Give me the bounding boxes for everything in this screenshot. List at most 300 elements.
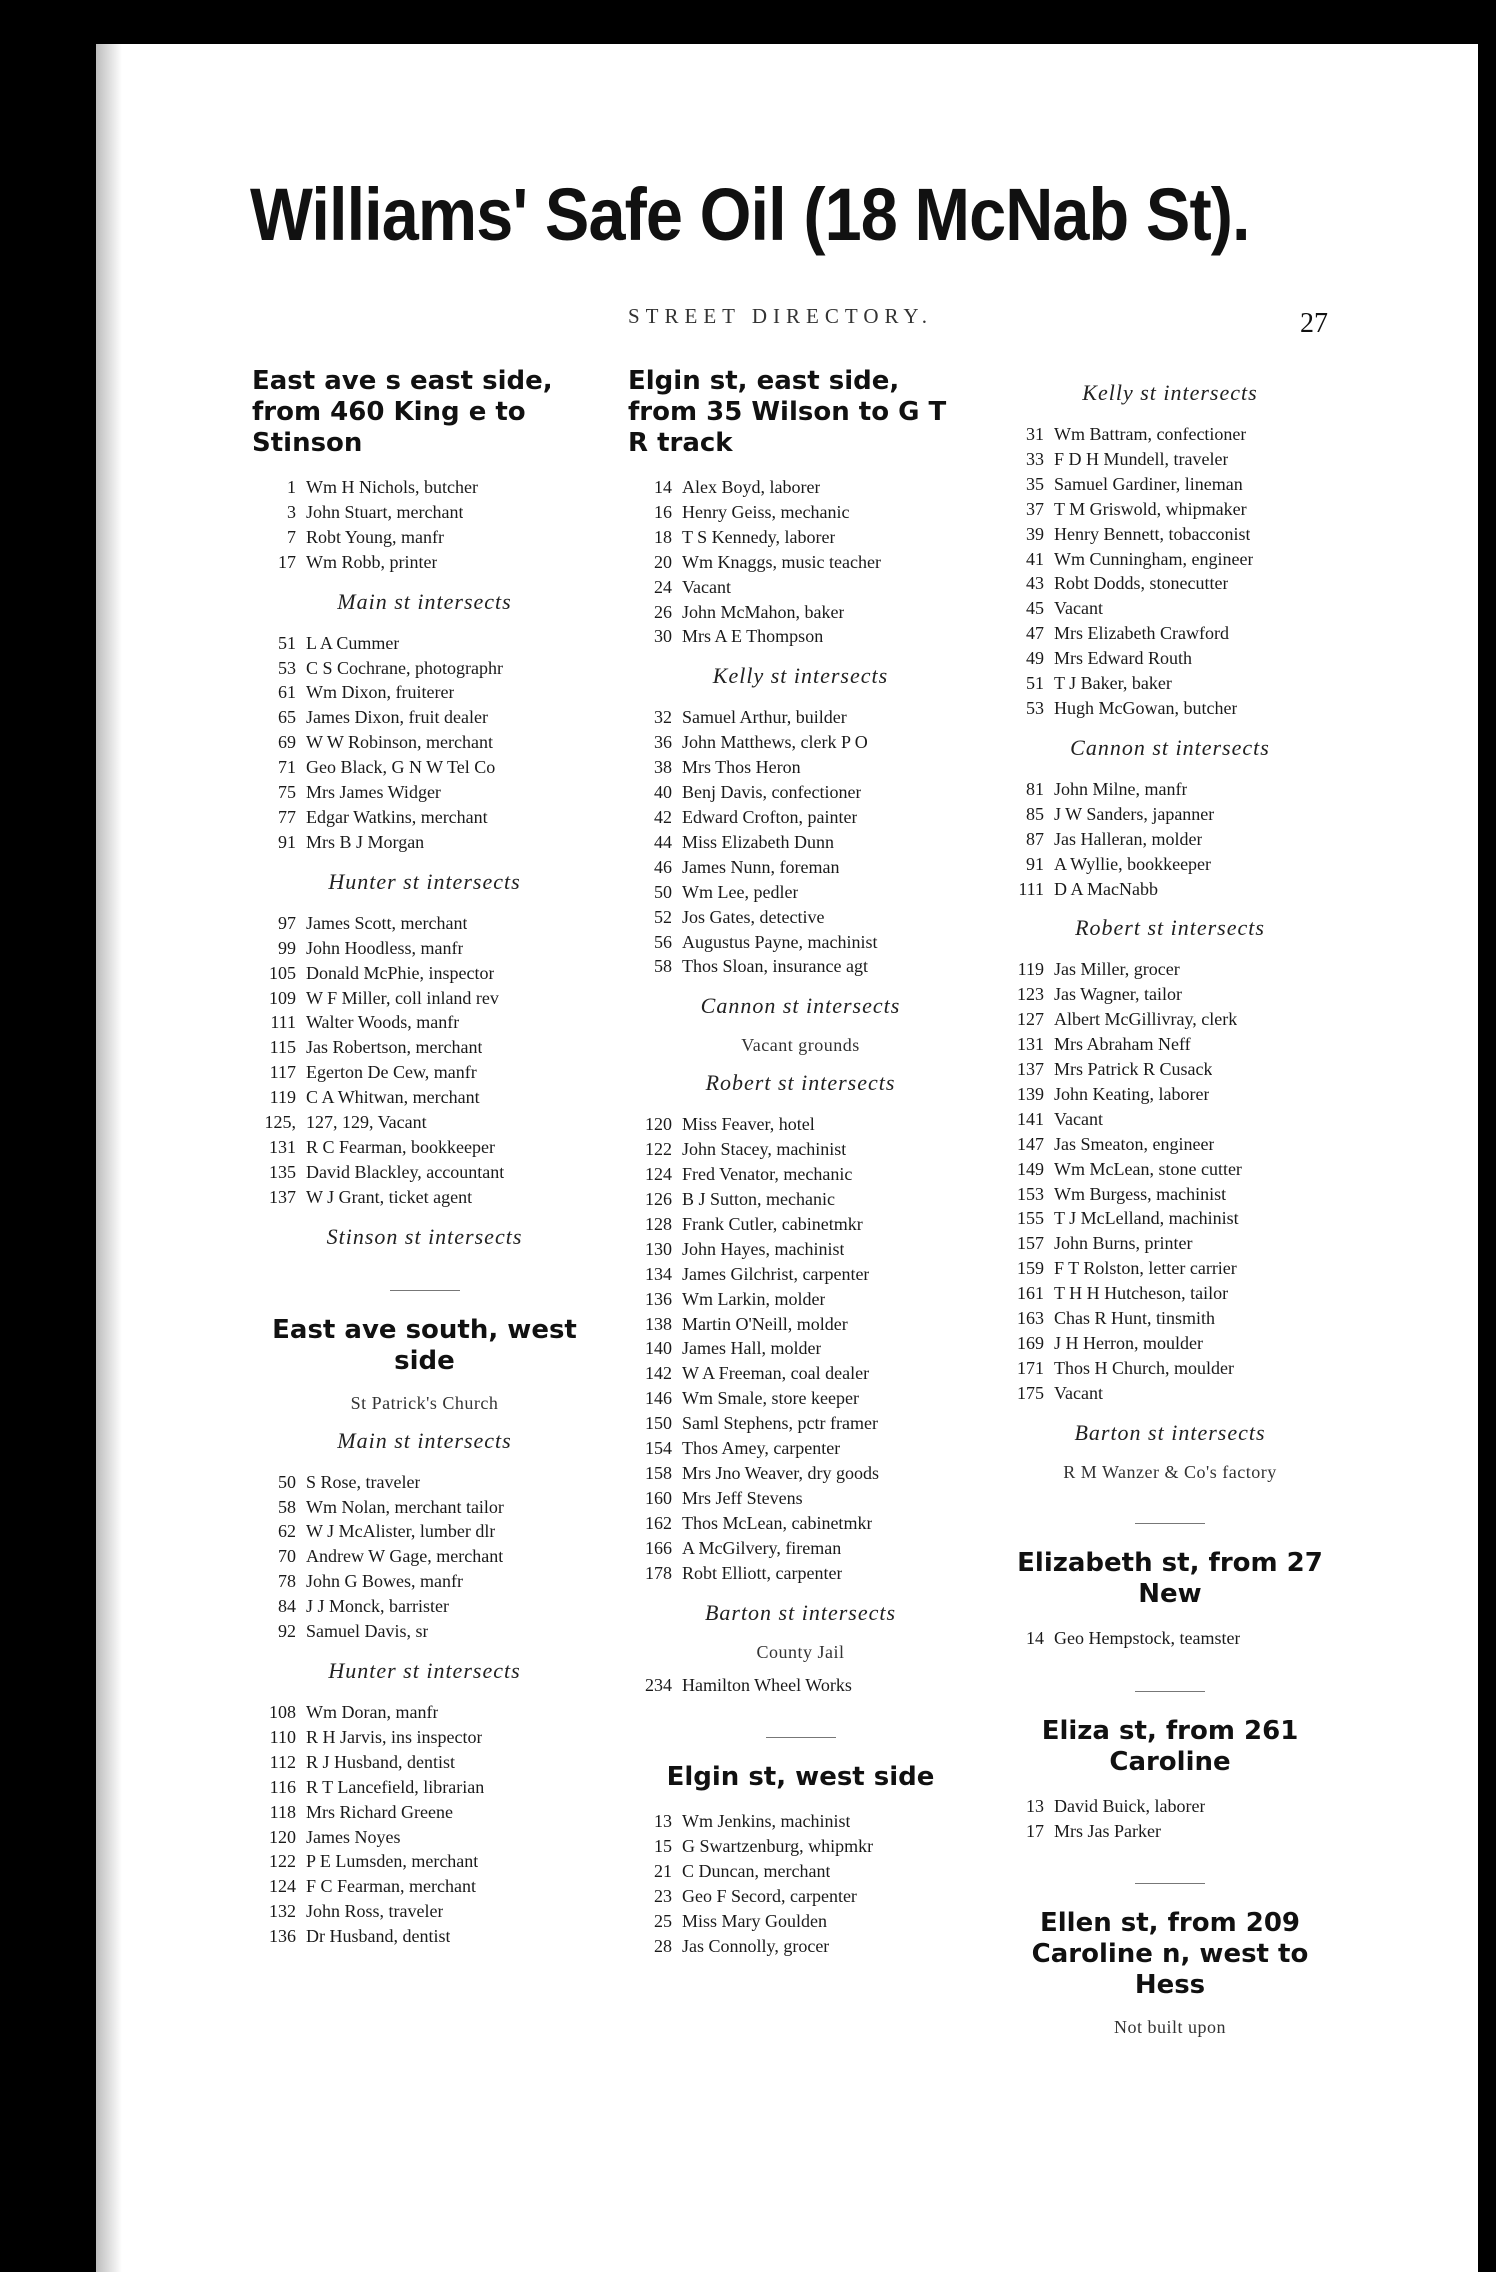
directory-entry bbox=[252, 1110, 597, 1135]
house-number: 16 bbox=[654, 501, 672, 522]
resident-name: W J McAlister, lumber dlr bbox=[306, 1521, 496, 1542]
resident-name: Robt Elliott, carpenter bbox=[682, 1562, 843, 1583]
house-number: 28 bbox=[654, 1935, 672, 1956]
directory-entry bbox=[628, 730, 973, 755]
scan-border-left bbox=[0, 0, 96, 2272]
directory-entry bbox=[252, 986, 597, 1011]
house-number: 31 bbox=[1026, 424, 1044, 444]
directory-entry bbox=[628, 1909, 973, 1934]
resident-name: C A Whitwan, merchant bbox=[306, 1087, 480, 1108]
directory-entry bbox=[1000, 571, 1340, 596]
directory-entry bbox=[252, 656, 597, 681]
house-number: 78 bbox=[278, 1571, 296, 1592]
house-number: 123 bbox=[1017, 984, 1044, 1005]
directory-entry bbox=[252, 680, 597, 705]
house-number: 41 bbox=[1026, 548, 1044, 569]
directory-entry bbox=[1000, 522, 1340, 547]
directory-entry bbox=[252, 1519, 597, 1544]
resident-name: Wm McLean, stone cutter bbox=[1054, 1158, 1242, 1179]
house-number: 51 bbox=[1026, 673, 1044, 694]
scan-border-right bbox=[1478, 0, 1496, 2272]
house-number: 17 bbox=[1026, 1820, 1044, 1841]
directory-entry bbox=[252, 730, 597, 755]
directory-entry bbox=[1000, 1794, 1340, 1819]
directory-entry bbox=[628, 624, 973, 649]
resident-name: David Blackley, accountant bbox=[306, 1161, 505, 1182]
directory-entry bbox=[628, 1536, 973, 1561]
house-number: 139 bbox=[1017, 1083, 1044, 1104]
house-number: 77 bbox=[278, 806, 296, 827]
resident-name: Mrs Jno Weaver, dry goods bbox=[682, 1463, 879, 1483]
directory-entry bbox=[628, 1336, 973, 1361]
resident-name: T H H Hutcheson, tailor bbox=[1054, 1283, 1229, 1304]
resident-name: Samuel Davis, sr bbox=[306, 1621, 429, 1642]
resident-name: Geo Hempstock, teamster bbox=[1054, 1627, 1241, 1648]
house-number: 43 bbox=[1026, 573, 1044, 594]
column-1 bbox=[252, 366, 597, 1949]
house-number: 39 bbox=[1026, 523, 1044, 544]
directory-entry bbox=[628, 1511, 973, 1536]
resident-name: Samuel Arthur, builder bbox=[682, 707, 847, 728]
resident-name: Wm Jenkins, machinist bbox=[682, 1811, 851, 1832]
house-number: 120 bbox=[269, 1826, 296, 1847]
directory-entry bbox=[628, 880, 973, 905]
house-number: 15 bbox=[654, 1836, 672, 1857]
resident-list bbox=[1000, 1626, 1340, 1651]
house-number: 40 bbox=[654, 782, 672, 803]
house-number: 33 bbox=[1026, 448, 1044, 469]
house-number: 141 bbox=[1017, 1108, 1044, 1129]
directory-entry bbox=[628, 475, 973, 500]
house-number: 149 bbox=[1017, 1158, 1044, 1179]
directory-entry bbox=[628, 1287, 973, 1312]
house-number: 111 bbox=[1018, 878, 1044, 899]
resident-name: Wm Knaggs, music teacher bbox=[682, 551, 881, 572]
directory-entry bbox=[252, 550, 597, 575]
house-number: 127 bbox=[1017, 1009, 1044, 1030]
directory-entry bbox=[252, 936, 597, 961]
resident-name: Wm Burgess, machinist bbox=[1054, 1183, 1227, 1204]
house-number: 17 bbox=[278, 551, 296, 572]
resident-name: Mrs Patrick R Cusack bbox=[1054, 1059, 1213, 1080]
house-number: 14 bbox=[1026, 1627, 1044, 1648]
resident-name: Mrs James Widger bbox=[306, 782, 441, 803]
directory-entry bbox=[628, 1561, 973, 1586]
directory-entry bbox=[252, 475, 597, 500]
resident-list bbox=[252, 1700, 597, 1949]
house-number: 108 bbox=[269, 1702, 296, 1722]
directory-entry bbox=[628, 1137, 973, 1162]
house-number: 125, bbox=[264, 1112, 296, 1133]
running-head: STREET DIRECTORY. bbox=[628, 304, 934, 328]
intersection-label: Kelly st intersects bbox=[1082, 380, 1258, 405]
resident-name: Wm Dixon, fruiterer bbox=[306, 682, 455, 703]
resident-name: Chas R Hunt, tinsmith bbox=[1054, 1308, 1216, 1329]
intersection-label: Robert st intersects bbox=[705, 1070, 896, 1096]
directory-entry bbox=[628, 1212, 973, 1237]
resident-list bbox=[252, 631, 597, 855]
directory-entry bbox=[1000, 621, 1340, 646]
resident-name: Jas Connolly, grocer bbox=[682, 1935, 830, 1956]
resident-name: Thos Amey, carpenter bbox=[682, 1438, 841, 1459]
house-number: 131 bbox=[1017, 1034, 1044, 1055]
house-number: 46 bbox=[654, 856, 672, 877]
resident-name: Thos Sloan, insurance agt bbox=[682, 956, 868, 977]
house-number: 131 bbox=[269, 1136, 296, 1157]
resident-list bbox=[1000, 777, 1340, 902]
directory-entry bbox=[1000, 1819, 1340, 1844]
directory-entry bbox=[628, 1162, 973, 1187]
directory-entry bbox=[252, 631, 597, 656]
resident-name: John Milne, manfr bbox=[1054, 778, 1188, 799]
house-number: 14 bbox=[654, 477, 672, 497]
resident-name: Mrs Richard Greene bbox=[306, 1801, 453, 1822]
directory-entry bbox=[252, 780, 597, 805]
section-note: Not built upon bbox=[1113, 2017, 1226, 2038]
resident-list bbox=[252, 1470, 597, 1644]
house-number: 20 bbox=[654, 551, 672, 572]
resident-name: Egerton De Cew, manfr bbox=[306, 1062, 477, 1083]
directory-entry bbox=[252, 1899, 597, 1924]
street-section bbox=[1000, 1908, 1340, 2038]
house-number: 24 bbox=[654, 576, 672, 597]
house-number: 118 bbox=[269, 1801, 296, 1822]
resident-name: Wm Cunningham, engineer bbox=[1054, 548, 1254, 569]
house-number: 56 bbox=[654, 931, 672, 952]
intersection-label: Barton st intersects bbox=[1074, 1419, 1266, 1445]
house-number: 110 bbox=[269, 1726, 296, 1747]
resident-name: A McGilvery, fireman bbox=[682, 1537, 842, 1558]
intersection-label: Kelly st intersects bbox=[712, 663, 889, 689]
house-number: 47 bbox=[1026, 623, 1044, 644]
resident-name: Jas Robertson, merchant bbox=[306, 1037, 483, 1058]
directory-entry bbox=[252, 1085, 597, 1110]
directory-entry bbox=[1000, 1626, 1340, 1651]
intersection-label: Hunter st intersects bbox=[328, 868, 521, 894]
resident-name: L A Cummer bbox=[306, 632, 400, 653]
house-number: 137 bbox=[1017, 1059, 1044, 1080]
house-number: 163 bbox=[1017, 1308, 1044, 1329]
house-number: 166 bbox=[645, 1537, 672, 1558]
house-number: 71 bbox=[278, 757, 296, 778]
house-number: 92 bbox=[278, 1621, 296, 1642]
directory-entry bbox=[252, 911, 597, 936]
house-number: 13 bbox=[654, 1811, 672, 1832]
resident-name: Samuel Gardiner, lineman bbox=[1054, 473, 1243, 494]
directory-entry bbox=[252, 1135, 597, 1160]
directory-entry bbox=[628, 600, 973, 625]
resident-list bbox=[628, 475, 973, 649]
resident-name: Wm Lee, pedler bbox=[682, 881, 799, 902]
resident-list bbox=[628, 1673, 973, 1698]
directory-entry bbox=[628, 830, 973, 855]
house-number: 85 bbox=[1026, 803, 1044, 824]
resident-name: G Swartzenburg, whipmkr bbox=[682, 1836, 874, 1857]
resident-name: Jos Gates, detective bbox=[682, 906, 825, 927]
house-number: 53 bbox=[1026, 697, 1044, 718]
house-number: 26 bbox=[654, 601, 672, 622]
resident-name: 127, 129, Vacant bbox=[306, 1112, 427, 1133]
resident-name: W J Grant, ticket agent bbox=[306, 1186, 473, 1207]
resident-name: P E Lumsden, merchant bbox=[306, 1851, 479, 1872]
directory-entry bbox=[1000, 596, 1340, 621]
house-number: 154 bbox=[645, 1438, 672, 1459]
resident-list bbox=[1000, 1794, 1340, 1844]
directory-entry bbox=[252, 1849, 597, 1874]
resident-name: Hamilton Wheel Works bbox=[682, 1674, 852, 1695]
scan-border-top bbox=[0, 0, 1496, 44]
house-number: 75 bbox=[278, 782, 296, 803]
house-number: 171 bbox=[1017, 1357, 1044, 1378]
directory-entry bbox=[628, 575, 973, 600]
house-number: 116 bbox=[269, 1776, 296, 1797]
resident-name: Walter Woods, manfr bbox=[306, 1012, 460, 1033]
intersection-label: Robert st intersects bbox=[1075, 915, 1265, 941]
resident-name: W W Robinson, merchant bbox=[306, 732, 493, 753]
section-divider bbox=[1135, 1691, 1205, 1692]
street-heading: East ave south, west side bbox=[272, 1314, 577, 1376]
directory-entry bbox=[1000, 1356, 1340, 1381]
house-number: 234 bbox=[645, 1674, 672, 1695]
house-number: 136 bbox=[269, 1926, 296, 1947]
house-number: 169 bbox=[1017, 1333, 1044, 1353]
resident-name: Mrs Jas Parker bbox=[1054, 1820, 1161, 1841]
street-section bbox=[1000, 1548, 1340, 1651]
street-heading: East ave s east side, from 460 King e to Stinson bbox=[252, 366, 553, 458]
street-section bbox=[628, 366, 973, 1697]
resident-name: Jas Halleran, molder bbox=[1054, 828, 1203, 849]
house-number: 65 bbox=[278, 707, 296, 728]
house-number: 53 bbox=[278, 657, 296, 678]
directory-entry bbox=[1000, 877, 1340, 902]
street-section bbox=[252, 366, 597, 1250]
house-number: 146 bbox=[645, 1388, 672, 1409]
directory-entry bbox=[628, 705, 973, 730]
house-number: 91 bbox=[1026, 853, 1044, 874]
directory-entry bbox=[628, 1859, 973, 1884]
directory-entry bbox=[252, 1775, 597, 1800]
house-number: 162 bbox=[645, 1512, 672, 1533]
resident-name: Dr Husband, dentist bbox=[306, 1926, 451, 1947]
resident-name: F C Fearman, merchant bbox=[306, 1876, 476, 1897]
resident-name: John Ross, traveler bbox=[306, 1901, 444, 1922]
resident-name: Robt Dodds, stonecutter bbox=[1054, 573, 1229, 594]
directory-entry bbox=[1000, 497, 1340, 522]
directory-entry bbox=[252, 1874, 597, 1899]
resident-name: R J Husband, dentist bbox=[306, 1751, 456, 1772]
section-divider bbox=[1135, 1523, 1205, 1524]
resident-name: J W Sanders, japanner bbox=[1054, 803, 1215, 824]
directory-entry bbox=[252, 1495, 597, 1520]
house-number: 7 bbox=[287, 526, 296, 547]
resident-name: Mrs Edward Routh bbox=[1054, 648, 1192, 669]
directory-entry bbox=[1000, 422, 1340, 447]
house-number: 105 bbox=[269, 962, 296, 983]
resident-name: Mrs Thos Heron bbox=[682, 757, 801, 778]
house-number: 112 bbox=[269, 1751, 296, 1772]
resident-name: Mrs Jeff Stevens bbox=[682, 1487, 803, 1508]
resident-name: James Scott, merchant bbox=[306, 912, 468, 933]
directory-entry bbox=[1000, 1182, 1340, 1207]
resident-name: Wm Battram, confectioner bbox=[1054, 424, 1247, 444]
directory-entry bbox=[628, 1673, 973, 1698]
house-number: 99 bbox=[278, 937, 296, 958]
resident-name: J H Herron, moulder bbox=[1054, 1333, 1203, 1353]
resident-name: Edgar Watkins, merchant bbox=[306, 806, 488, 827]
section-divider bbox=[390, 1290, 460, 1291]
directory-entry bbox=[628, 1112, 973, 1137]
resident-name: John Keating, laborer bbox=[1054, 1083, 1210, 1104]
house-number: 32 bbox=[654, 707, 672, 728]
house-number: 119 bbox=[1017, 959, 1044, 980]
resident-name: John McMahon, baker bbox=[682, 601, 845, 622]
house-number: 3 bbox=[287, 501, 296, 522]
resident-name: John G Bowes, manfr bbox=[306, 1571, 463, 1592]
directory-entry bbox=[1000, 671, 1340, 696]
directory-entry bbox=[1000, 852, 1340, 877]
house-number: 117 bbox=[269, 1062, 296, 1083]
resident-name: B J Sutton, mechanic bbox=[682, 1189, 835, 1210]
house-number: 134 bbox=[645, 1263, 672, 1284]
directory-entry bbox=[628, 1486, 973, 1511]
directory-entry bbox=[1000, 472, 1340, 497]
house-number: 70 bbox=[278, 1546, 296, 1567]
directory-entry bbox=[252, 1725, 597, 1750]
house-number: 111 bbox=[270, 1012, 296, 1033]
house-number: 159 bbox=[1017, 1258, 1044, 1279]
directory-entry bbox=[628, 930, 973, 955]
resident-name: T J Baker, baker bbox=[1054, 673, 1172, 694]
resident-name: C Duncan, merchant bbox=[682, 1861, 831, 1882]
house-number: 81 bbox=[1026, 778, 1044, 799]
directory-entry bbox=[1000, 982, 1340, 1007]
house-number: 37 bbox=[1026, 498, 1044, 519]
house-number: 132 bbox=[269, 1901, 296, 1922]
section-divider bbox=[1135, 1883, 1205, 1884]
house-number: 91 bbox=[278, 831, 296, 852]
column-2 bbox=[628, 366, 973, 1959]
resident-name: Miss Mary Goulden bbox=[682, 1911, 827, 1932]
resident-name: John Stuart, merchant bbox=[306, 501, 464, 522]
resident-name: R H Jarvis, ins inspector bbox=[306, 1726, 483, 1747]
resident-name: Mrs A E Thompson bbox=[682, 626, 824, 647]
resident-name: Mrs Abraham Neff bbox=[1054, 1034, 1191, 1055]
resident-name: Thos McLean, cabinetmkr bbox=[682, 1512, 873, 1533]
resident-name: John Stacey, machinist bbox=[682, 1139, 847, 1160]
resident-name: John Hayes, machinist bbox=[682, 1238, 845, 1259]
house-number: 158 bbox=[645, 1463, 672, 1483]
resident-name: John Burns, printer bbox=[1054, 1233, 1193, 1254]
house-number: 87 bbox=[1026, 828, 1044, 849]
section-note: County Jail bbox=[756, 1641, 845, 1662]
directory-entry bbox=[252, 1924, 597, 1949]
resident-name: A Wyllie, bookkeeper bbox=[1054, 853, 1212, 874]
house-number: 157 bbox=[1017, 1233, 1044, 1254]
resident-name: S Rose, traveler bbox=[306, 1471, 421, 1492]
resident-name: Hugh McGowan, butcher bbox=[1054, 697, 1238, 718]
directory-entry bbox=[252, 525, 597, 550]
directory-entry bbox=[1000, 646, 1340, 671]
resident-name: John Hoodless, manfr bbox=[306, 937, 464, 958]
directory-entry bbox=[1000, 777, 1340, 802]
directory-entry bbox=[1000, 1082, 1340, 1107]
house-number: 61 bbox=[278, 682, 296, 703]
house-number: 84 bbox=[278, 1596, 296, 1617]
section-divider bbox=[766, 1737, 836, 1738]
directory-entry bbox=[628, 1237, 973, 1262]
resident-name: Vacant bbox=[682, 576, 731, 597]
section-note: R M Wanzer & Co's factory bbox=[1063, 1461, 1277, 1482]
resident-name: Jas Wagner, tailor bbox=[1054, 984, 1182, 1005]
house-number: 137 bbox=[269, 1186, 296, 1207]
resident-name: T S Kennedy, laborer bbox=[682, 526, 836, 547]
house-number: 160 bbox=[645, 1487, 672, 1508]
house-number: 58 bbox=[278, 1496, 296, 1517]
street-section bbox=[628, 1762, 973, 1958]
resident-name: Augustus Payne, machinist bbox=[682, 931, 878, 952]
resident-list bbox=[252, 911, 597, 1210]
house-number: 50 bbox=[654, 881, 672, 902]
resident-name: J J Monck, barrister bbox=[306, 1596, 449, 1617]
house-number: 13 bbox=[1026, 1795, 1044, 1816]
resident-name: Vacant bbox=[1054, 598, 1103, 619]
house-number: 62 bbox=[278, 1521, 296, 1542]
resident-name: Wm Nolan, merchant tailor bbox=[306, 1496, 504, 1517]
resident-name: R T Lancefield, librarian bbox=[306, 1776, 485, 1797]
intersection-label: Barton st intersects bbox=[704, 1599, 897, 1625]
resident-list bbox=[1000, 422, 1340, 721]
resident-name: Miss Elizabeth Dunn bbox=[682, 831, 834, 852]
street-section bbox=[1000, 380, 1340, 1483]
directory-entry bbox=[1000, 1032, 1340, 1057]
resident-name: F D H Mundell, traveler bbox=[1054, 448, 1229, 469]
resident-name: Saml Stephens, pctr framer bbox=[682, 1413, 878, 1434]
house-number: 18 bbox=[654, 526, 672, 547]
house-number: 49 bbox=[1026, 648, 1044, 669]
house-number: 52 bbox=[654, 906, 672, 927]
house-number: 128 bbox=[645, 1213, 672, 1234]
resident-name: W F Miller, coll inland rev bbox=[306, 987, 499, 1008]
directory-entry bbox=[1000, 1381, 1340, 1406]
house-number: 109 bbox=[269, 987, 296, 1008]
directory-entry bbox=[628, 1461, 973, 1486]
house-number: 25 bbox=[654, 1911, 672, 1932]
house-number: 142 bbox=[645, 1363, 672, 1384]
resident-name: Jas Miller, grocer bbox=[1054, 959, 1180, 980]
house-number: 138 bbox=[645, 1313, 672, 1334]
column-3 bbox=[1000, 366, 1340, 2048]
resident-name: Wm H Nichols, butcher bbox=[306, 477, 478, 497]
directory-entry bbox=[252, 1185, 597, 1210]
resident-name: Geo Black, G N W Tel Co bbox=[306, 757, 496, 778]
directory-entry bbox=[628, 1809, 973, 1834]
house-number: 175 bbox=[1017, 1382, 1044, 1403]
directory-entry bbox=[252, 1825, 597, 1850]
directory-entry bbox=[1000, 1157, 1340, 1182]
directory-entry bbox=[1000, 447, 1340, 472]
resident-name: R C Fearman, bookkeeper bbox=[306, 1136, 495, 1157]
house-number: 161 bbox=[1017, 1283, 1044, 1304]
street-heading: Ellen st, from 209 Caroline n, west to Hess bbox=[1031, 1908, 1309, 2001]
directory-entry bbox=[252, 961, 597, 986]
scan-gutter-shadow bbox=[96, 44, 122, 2272]
directory-entry bbox=[1000, 1256, 1340, 1281]
house-number: 35 bbox=[1026, 473, 1044, 494]
directory-entry bbox=[628, 1386, 973, 1411]
resident-name: David Buick, laborer bbox=[1054, 1795, 1206, 1816]
directory-entry bbox=[1000, 547, 1340, 572]
directory-entry bbox=[1000, 1331, 1340, 1356]
